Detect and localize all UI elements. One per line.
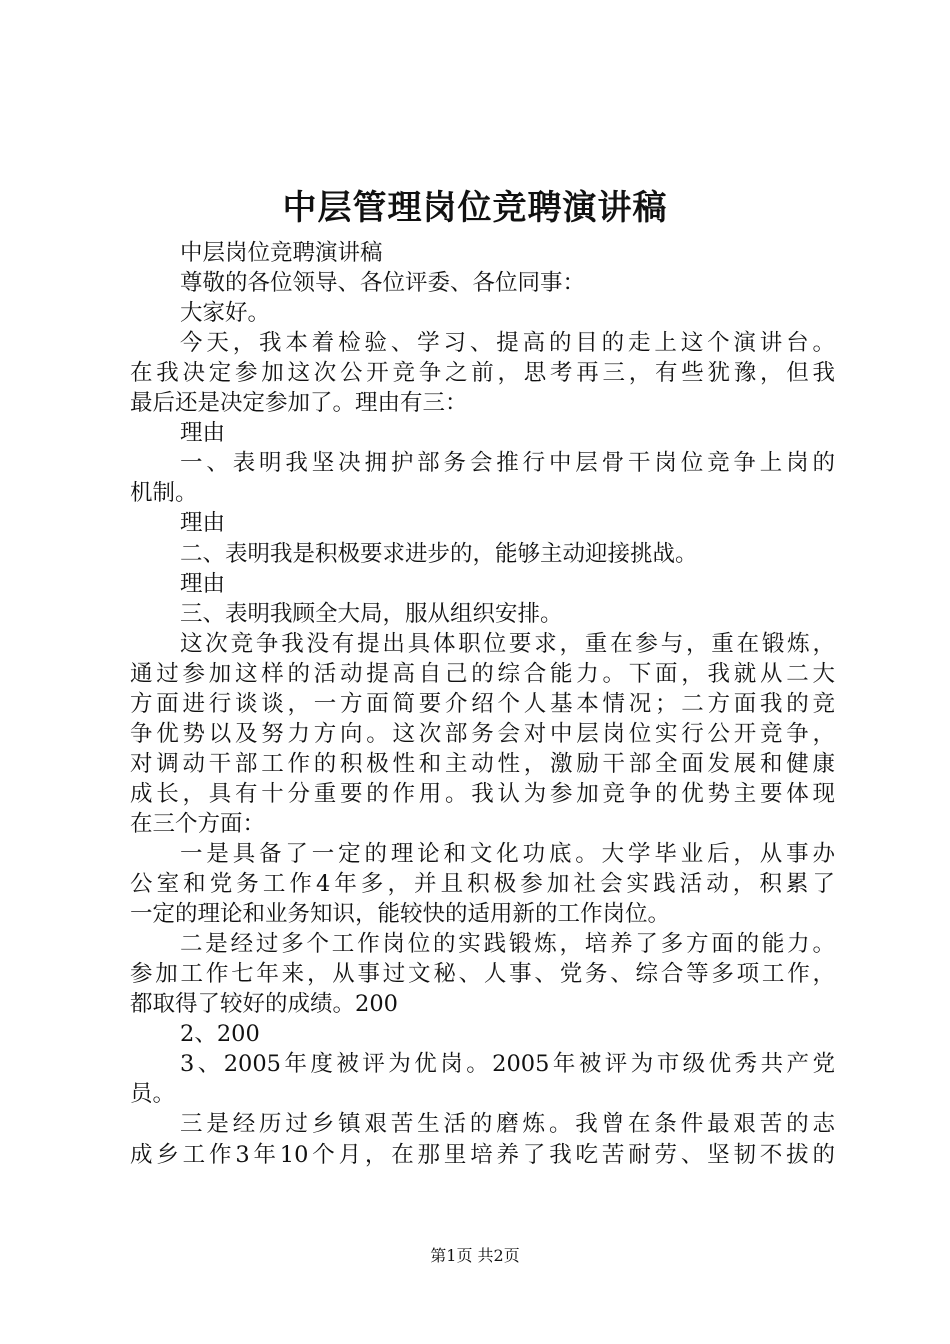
body-line: 争优势以及努力方向。这次部务会对中层岗位实行公开竞争， [130,721,835,747]
body-line: 理由 [180,420,226,446]
body-line: 中层岗位竞聘演讲稿 [180,240,383,266]
body-line: 理由 [180,510,226,536]
page-footer: 第1页 共2页 [430,1246,520,1265]
body-line: 在三个方面： [130,811,266,837]
body-line: 2、200 [180,1021,260,1047]
body-line: 公室和党务工作4年多，并且积极参加社会实践活动，积累了 [130,871,835,897]
document-title: 中层管理岗位竞聘演讲稿 [282,188,668,228]
body-line: 今天，我本着检验、学习、提高的目的走上这个演讲台。 [180,330,835,356]
body-line: 大家好。 [180,300,271,326]
body-line: 员。 [130,1081,176,1107]
body-line: 通过参加这样的活动提高自己的综合能力。下面，我就从二大 [130,661,835,687]
body-line: 二是经过多个工作岗位的实践锻炼，培养了多方面的能力。 [180,931,835,957]
body-line: 三、表明我顾全大局，服从组织安排。 [180,601,563,627]
body-line: 参加工作七年来，从事过文秘、人事、党务、综合等多项工作， [130,961,835,987]
body-line: 三是经历过乡镇艰苦生活的磨炼。我曾在条件最艰苦的志 [180,1111,835,1137]
body-line: 都取得了较好的成绩。200 [130,991,398,1017]
body-line: 在我决定参加这次公开竞争之前，思考再三，有些犹豫，但我 [130,360,835,386]
body-line: 二、表明我是积极要求进步的，能够主动迎接挑战。 [180,541,698,567]
body-line: 一定的理论和业务知识，能较快的适用新的工作岗位。 [130,901,671,927]
body-line: 方面进行谈谈，一方面简要介绍个人基本情况；二方面我的竞 [130,691,835,717]
body-line: 理由 [180,571,226,597]
body-line: 一、表明我坚决拥护部务会推行中层骨干岗位竞争上岗的 [180,450,835,476]
body-line: 机制。 [130,480,198,506]
body-line: 最后还是决定参加了。理由有三： [130,390,468,416]
body-line: 这次竞争我没有提出具体职位要求，重在参与，重在锻炼， [180,631,835,657]
body-line: 对调动干部工作的积极性和主动性，激励干部全面发展和健康 [130,751,835,777]
body-line: 一是具备了一定的理论和文化功底。大学毕业后，从事办 [180,841,835,867]
body-line: 3、2005年度被评为优岗。2005年被评为市级优秀共产党 [180,1051,835,1077]
body-line: 成长，具有十分重要的作用。我认为参加竞争的优势主要体现 [130,781,835,807]
body-line: 尊敬的各位领导、各位评委、各位同事： [180,270,586,296]
body-line: 成乡工作3年10个月，在那里培养了我吃苦耐劳、坚韧不拔的 [130,1142,835,1168]
